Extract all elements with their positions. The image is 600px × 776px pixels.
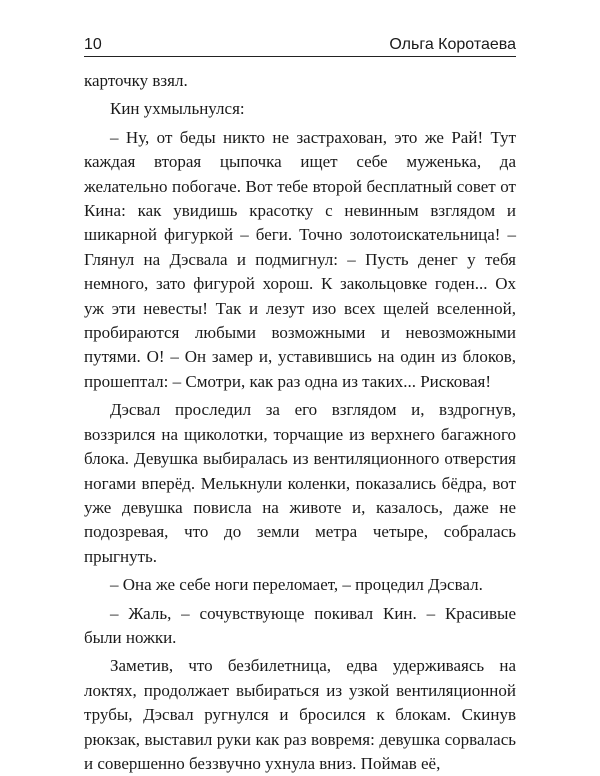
author-name: Ольга Коротаева (389, 36, 516, 53)
paragraph: – Ну, от беды никто не застрахован, это же Рай! Тут каждая вторая цыпочка ищет себе муженька, да желательно побогаче. Вот тебе второй бесплатный совет от Кина: как увидишь красотку с невинным взглядом и шикарной фигуркой – беги. Точно золотоискательница! – Глянул на Дэсвала и подмигнул: – Пусть денег у тебя немного, зато фигурой хорош. К закольцовке годен... Ох уж эти невесты! Так и лезут изо всех щелей вселенной, пробираются любыми возможными и невозможными путями. О! – Он замер и, уставившись на один из блоков, прошептал: – Смотри, как раз одна из таких... Рисковая! (84, 127, 516, 391)
book-page (84, 34, 516, 776)
body-text (84, 69, 516, 776)
running-header (84, 34, 516, 57)
page-number: 10 (84, 36, 102, 53)
paragraph: Заметив, что безбилетница, едва удерживаясь на локтях, продолжает выбираться из узкой вентиляционной трубы, Дэсвал ругнулся и бросился к блокам. Скинув рюкзак, выставил руки как раз вовремя: девушка сорвалась и совершенно беззвучно ухнула вниз. Поймав её, (84, 656, 516, 773)
paragraph: – Она же себе ноги переломает, – процедил Дэсвал. (110, 575, 483, 595)
paragraph: Кин ухмыльнулся: (110, 99, 245, 119)
paragraph: карточку взял. (84, 71, 188, 90)
paragraph: – Жаль, – сочувствующе покивал Кин. – Красивые были ножки. (84, 603, 516, 647)
paragraph: Дэсвал проследил за его взглядом и, вздрогнув, воззрился на щиколотки, торчащие из верхнего багажного блока. Девушка выбиралась из вентиляционного отверстия ногами вперёд. Мелькнули коленки, показались бёдра, вот уже девушка повисла на животе и, казалось, даже не подозревая, что до земли метра четыре, собралась прыгнуть. (84, 400, 516, 566)
